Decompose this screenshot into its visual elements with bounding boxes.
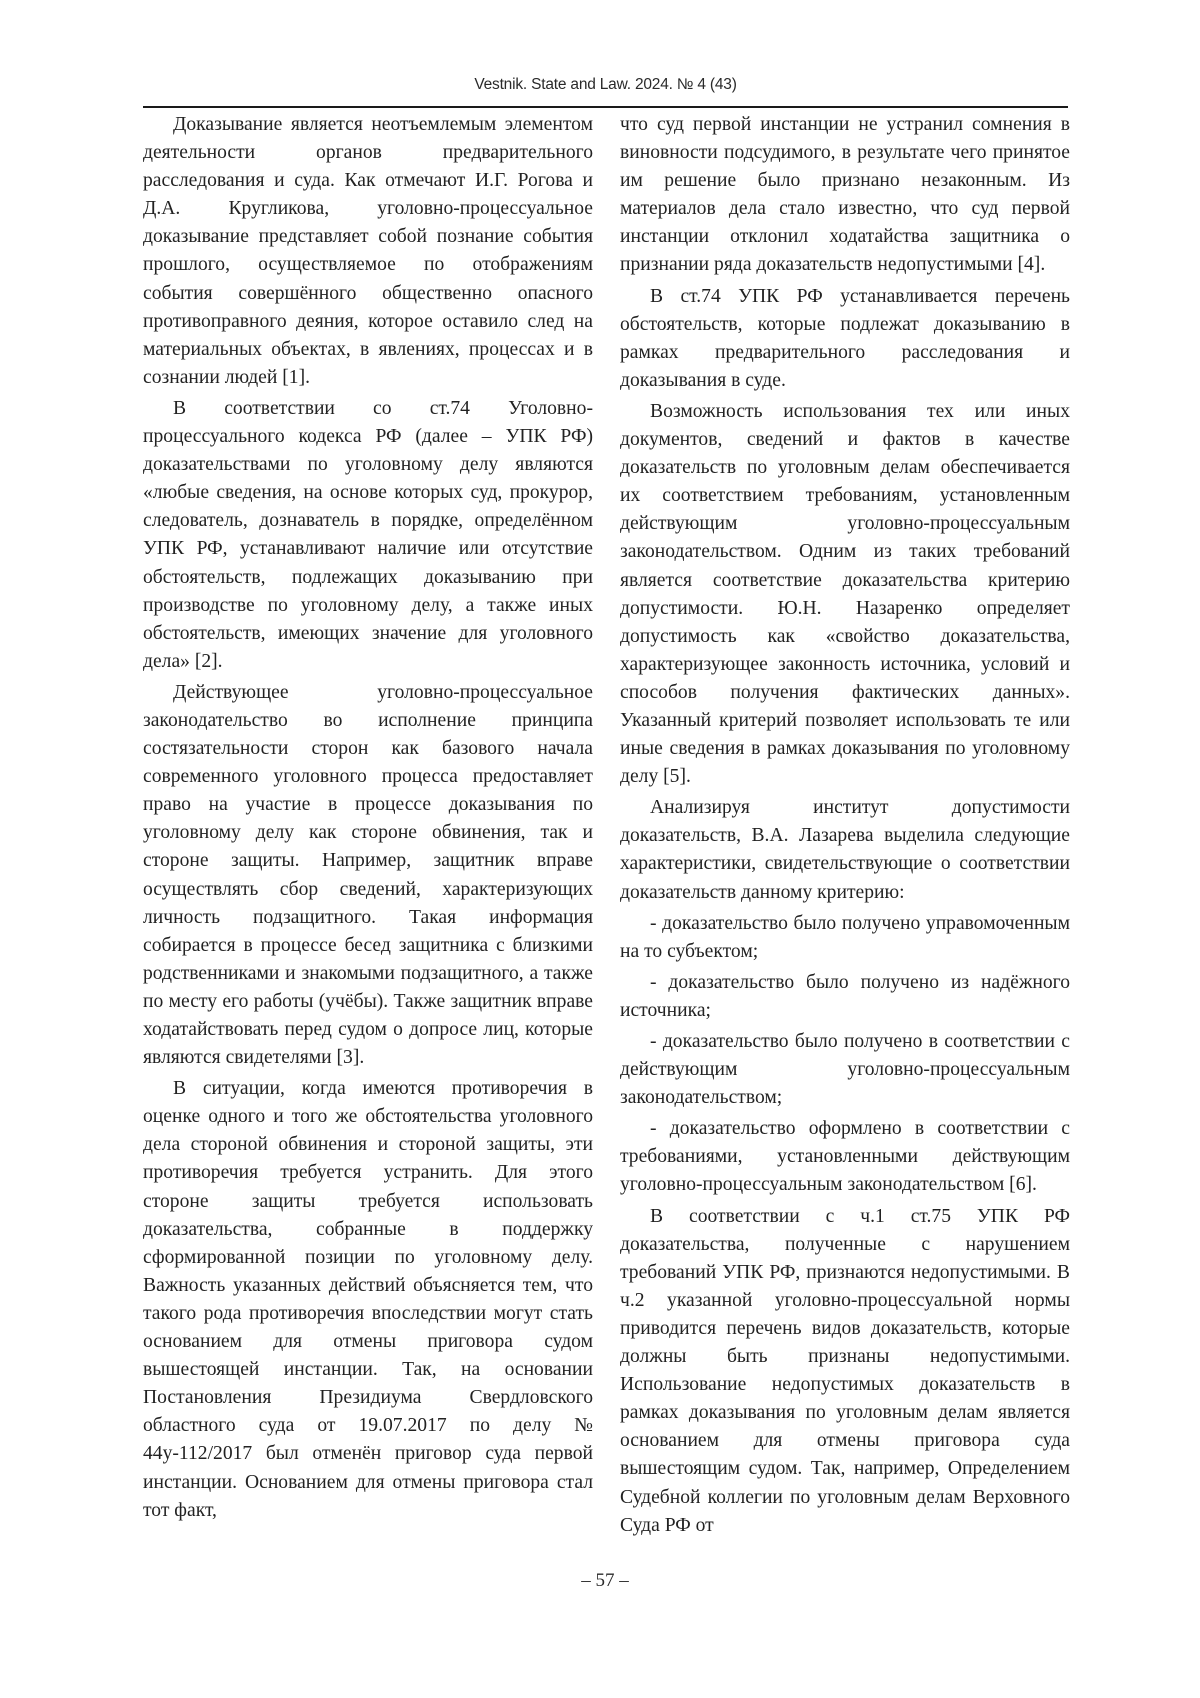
page-number: – 57 – bbox=[581, 1570, 629, 1591]
paragraph: В ст.74 УПК РФ устанавливается перечень обстоятельств, которые подлежат доказыванию в рамках предварительного расследования и доказывания в суде. bbox=[620, 285, 1070, 391]
paragraph: В ситуации, когда имеются противоречия в оценке одного и того же обстоятельства уголовного дела стороной обвинения и стороной защиты, эти противоречия требуется устранить. Для этого стороне защиты требуется использовать доказательства, собранные в поддержку сформированной позиции по уголовному делу. Важность указанных действий объясняется тем, что такого рода противоречия впоследствии могут стать основанием для отмены приговора судом вышестоящей инстанции. Так, на основании Постановления Президиума Свердловского областного суда от 19.07.2017 по делу № 44у-112/2017 был отменён приговор суда первой инстанции. Основанием для отмены приговора стал тот факт, bbox=[143, 1078, 593, 1521]
list-item: - доказательство было получено управомоченным на то субъектом; bbox=[620, 912, 1070, 962]
left-column bbox=[143, 111, 593, 1528]
list-item: - доказательство было получено в соответствии с действующим уголовно-процессуальным законодательством; bbox=[620, 1031, 1070, 1109]
paragraph: Анализируя институт допустимости доказательств, В.А. Лазарева выделила следующие характеристики, свидетельствующие о соответствии доказательств данному критерию: bbox=[620, 797, 1070, 903]
paragraph: В соответствии с ч.1 ст.75 УПК РФ доказательства, полученные с нарушением требований УПК РФ, признаются недопустимыми. В ч.2 указанной уголовно-процессуальной нормы приводится перечень видов доказательств, которые должны быть признаны недопустимыми. Использование недопустимых доказательств в рамках доказывания по уголовным делам является основанием для отмены приговора суда вышестоящим судом. Так, например, Определением Судебной коллегии по уголовным делам Верховного Суда РФ от bbox=[620, 1205, 1070, 1536]
paragraph: Возможность использования тех или иных документов, сведений и фактов в качестве доказательств по уголовным делам обеспечивается их соответствием требованиям, установленным действующим уголовно-процессуальным законодательством. Одним из таких требований является соответствие доказательства критерию допустимости. Ю.Н. Назаренко определяет допустимость как «свойство доказательства, характеризующее законность источника, условий и способов получения фактических данных». Указанный критерий позволяет использовать те или иные сведения в рамках доказывания по уголовному делу [5]. bbox=[620, 400, 1070, 788]
header-rule bbox=[143, 106, 1068, 108]
right-column bbox=[620, 111, 1070, 1543]
paragraph: Действующее уголовно-процессуальное законодательство во исполнение принципа состязательности сторон как базового начала современного уголовного процесса предоставляет право на участие в процессе доказывания по уголовному делу как стороне обвинения, так и стороне защиты. Например, защитник вправе осуществлять сбор сведений, характеризующих личность подзащитного. Такая информация собирается в процессе бесед защитника с близкими родственниками и знакомыми подзащитного, а также по месту его работы (учёбы). Также защитник вправе ходатайствовать перед судом о допросе лиц, которые являются свидетелями [3]. bbox=[143, 681, 593, 1069]
list-item: - доказательство было получено из надёжного источника; bbox=[620, 971, 1070, 1021]
paragraph-continuation: что суд первой инстанции не устранил сомнения в виновности подсудимого, в результате чего принятое им решение было признано незаконным. Из материалов дела стало известно, что суд первой инстанции отклонил ходатайства защитника о признании ряда доказательств недопустимыми [4]. bbox=[620, 114, 1070, 276]
paragraph: В соответствии со ст.74 Уголовно-процессуального кодекса РФ (далее – УПК РФ) доказательствами по уголовному делу являются «любые сведения, на основе которых суд, прокурор, следователь, дознаватель в порядке, определённом УПК РФ, устанавливают наличие или отсутствие обстоятельств, подлежащих доказыванию при производстве по уголовному делу, а также иных обстоятельств, имеющих значение для уголовного дела» [2]. bbox=[143, 397, 593, 672]
running-header: Vestnik. State and Law. 2024. № 4 (43) bbox=[474, 76, 737, 93]
paragraph: Доказывание является неотъемлемым элементом деятельности органов предварительного расследования и суда. Как отмечают И.Г. Рогова и Д.А. Кругликова, уголовно-процессуальное доказывание представляет собой познание события прошлого, осуществляемое по отображениям события совершённого общественно опасного противоправного деяния, которое оставило след на материальных объектах, в явлениях, процессах и в сознании людей [1]. bbox=[143, 114, 593, 388]
list-item: - доказательство оформлено в соответствии с требованиями, установленными действующим уголовно-процессуальным законодательством [6]. bbox=[620, 1118, 1070, 1196]
